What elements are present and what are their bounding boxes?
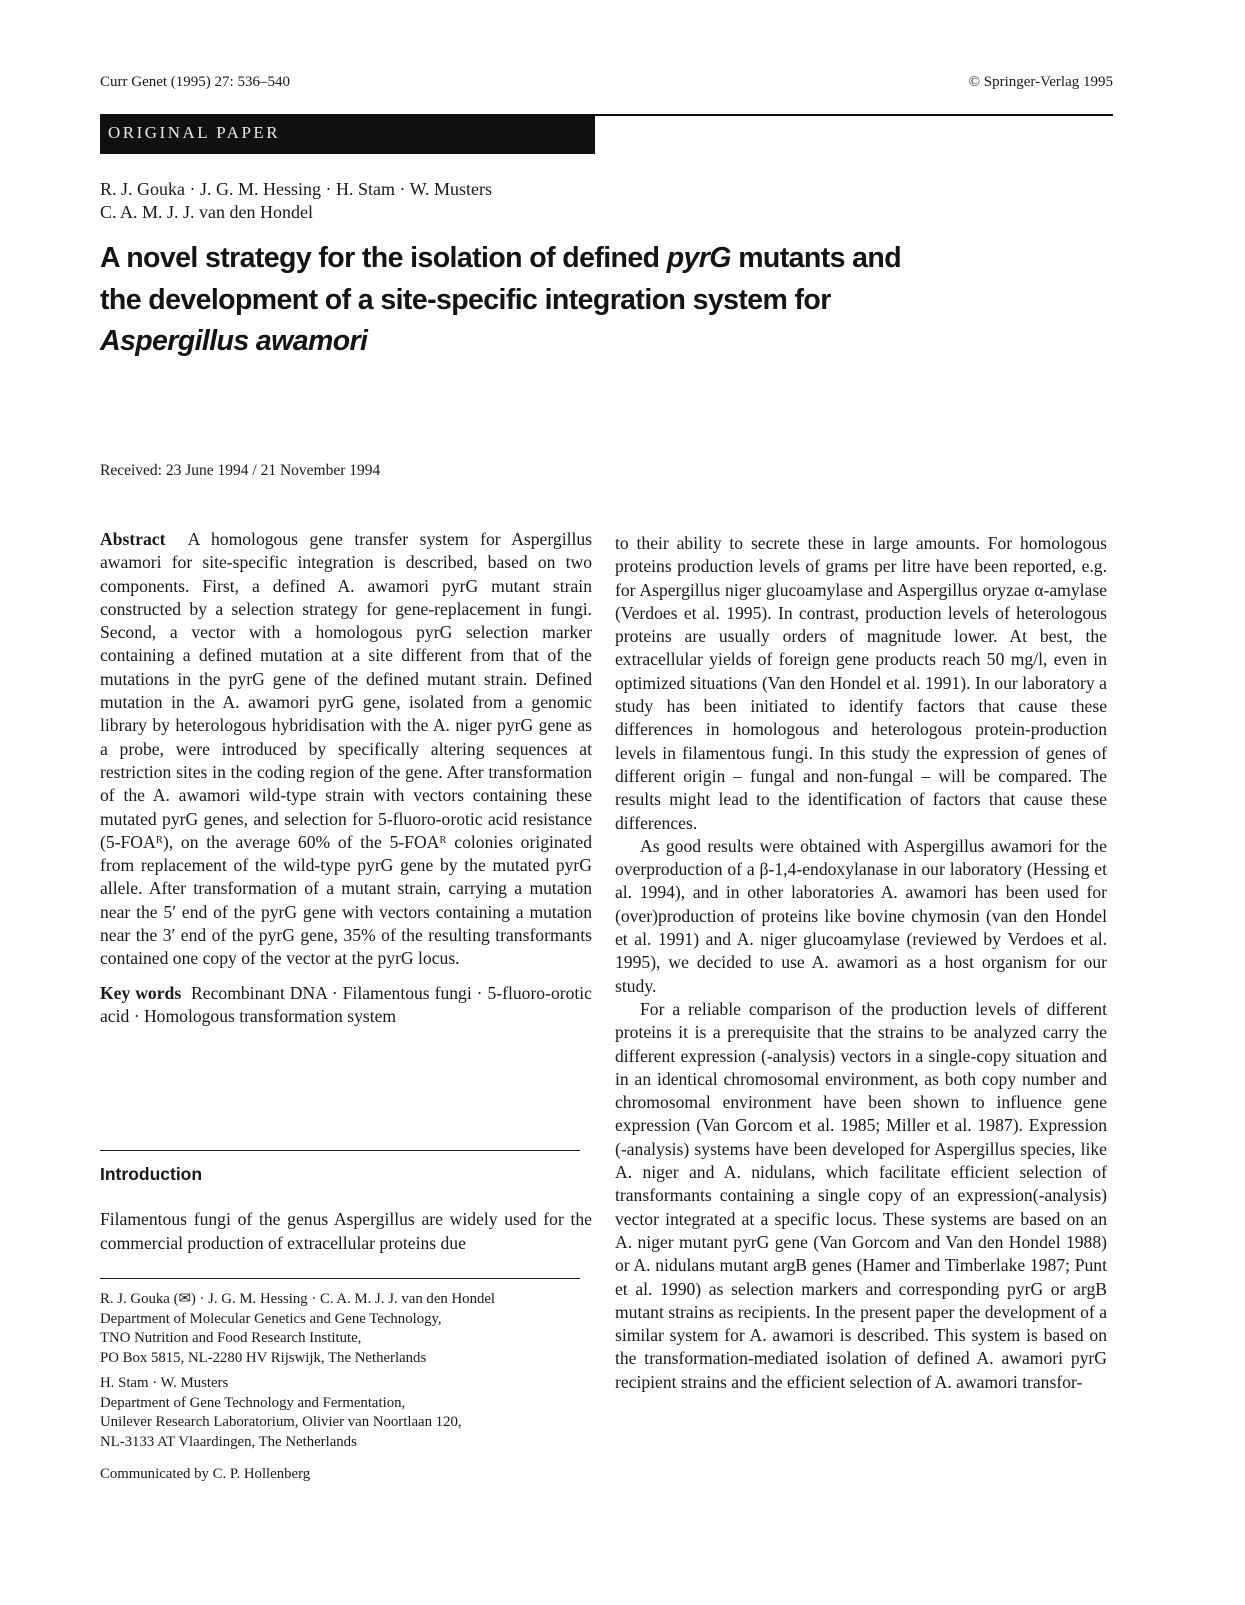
title-species: Aspergillus awamori xyxy=(100,325,368,357)
copyright: © Springer-Verlag 1995 xyxy=(968,74,1113,90)
author-list xyxy=(100,178,492,224)
affiliation-1 xyxy=(100,1290,495,1368)
right-column xyxy=(615,532,1107,1394)
affiliation-1-line-2: TNO Nutrition and Food Research Institute, xyxy=(100,1330,362,1346)
header-rule xyxy=(595,114,1113,116)
affiliation-2-line-1: Department of Gene Technology and Fermentation, xyxy=(100,1394,406,1411)
affiliation-2-line-3: NL-3133 AT Vlaardingen, The Netherlands xyxy=(100,1433,357,1450)
abstract xyxy=(100,528,592,971)
divider xyxy=(100,1150,580,1151)
author-line-1: R. J. Gouka · J. G. M. Hessing · H. Stam · W. Musters xyxy=(100,179,493,199)
affiliation-1-line-3: PO Box 5815, NL-2280 HV Rijswijk, The Netherlands xyxy=(100,1349,427,1366)
footnote-divider xyxy=(100,1278,580,1279)
author-line-2: C. A. M. J. J. van den Hondel xyxy=(100,202,313,222)
title-gene: pyrG xyxy=(666,242,731,274)
body-paragraph-1: to their ability to secrete these in large amounts. For homologous proteins production levels of grams per litre have been reported, e.g. for Aspergillus niger glucoamylase and Aspergillus oryzae α-amylase (Verdoes et al. 1995). In contrast, production levels of heterologous proteins are usually orders of magnitude lower. At best, the extracellular yields of foreign gene products reach 50 mg/l, even in optimized situations (Van den Hondel et al. 1991). In our laboratory a study has been initiated to identify factors that cause these differences in homologous and heterologous protein-production levels in filamentous fungi. In this study the expression of genes of different origin – fungal and non-fungal – will be compared. The results might lead to the identification of factors that cause these differences. xyxy=(615,533,1107,833)
affiliation-2-line-2: Unilever Research Laboratorium, Olivier van Noortlaan 120, xyxy=(100,1414,462,1430)
left-column xyxy=(100,528,592,1028)
affiliation-2-names: H. Stam · W. Musters xyxy=(100,1375,229,1391)
introduction-text: Filamentous fungi of the genus Aspergillus are widely used for the commercial production of extracellular proteins due xyxy=(100,1209,592,1253)
title-part-1: A novel strategy for the isolation of defined xyxy=(100,242,667,274)
section-banner: ORIGINAL PAPER xyxy=(100,114,595,154)
body-paragraph-3: For a reliable comparison of the production levels of different proteins it is a prerequisite that the strains to be analyzed carry the different expression (-analysis) vectors in a single-copy situation and in an identical chromosomal environment, as both copy number and chromosomal environment have been shown to influence gene expression (Van Gorcom et al. 1985; Miller et al. 1987). Expression (-analysis) systems have been developed for Aspergillus species, like A. niger and A. nidulans, which facilitate efficient selection of transformants containing a single copy of an expression(-analysis) vector integrated at a specific locus. These systems are based on an A. niger mutant pyrG gene (Van Gorcom and Van den Hondel 1988) or A. nidulans mutant argB genes (Hamer and Timberlake 1987; Punt et al. 1990) as selection markers and corresponding pyrG or argB mutant strains as recipients. In the present paper the development of a similar system for A. awamori is described. This system is based on the transformation-mediated isolation of defined A. awamori pyrG recipient strains and the efficient selection of A. awamori transfor- xyxy=(615,998,1107,1392)
abstract-text: A homologous gene transfer system for Aspergillus awamori for site-specific integration is described, based on two components. First, a defined A. awamori pyrG mutant strain constructed by a selection strategy for gene-replacement in fungi. Second, a vector with a homologous pyrG selection marker containing a defined mutation at a site different from that of the mutations in the pyrG gene of the defined mutant strain. Defined mutation in the A. awamori pyrG gene, isolated from a genomic library by heterologous hybridisation with the A. niger pyrG gene as a probe, were introduced by specifically altering sequences at restriction sites in the coding region of the gene. After transformation of the A. awamori wild-type strain with vectors containing these mutated pyrG genes, and selection for 5-fluoro-orotic acid resistance (5-FOAᴿ), on the average 60% of the 5-FOAᴿ colonies originated from replacement of the wild-type pyrG gene by the mutated pyrG allele. After transformation of a mutant strain, carrying a mutation near the 5′ end of the pyrG gene with vectors containing a mutation near the 3′ end of the pyrG gene, 35% of the resulting transformants contained one copy of the vector at the pyrG locus. xyxy=(100,529,593,969)
paper-title xyxy=(100,238,920,363)
keywords-text: Recombinant DNA · Filamentous fungi · 5-fluoro-orotic acid · Homologous transformation system xyxy=(100,982,592,1026)
affiliation-1-names: R. J. Gouka (✉) · J. G. M. Hessing · C. A. M. J. J. van den Hondel xyxy=(100,1291,496,1307)
affiliation-1-line-1: Department of Molecular Genetics and Gene Technology, xyxy=(100,1310,442,1327)
affiliation-2 xyxy=(100,1374,462,1452)
introduction-heading: Introduction xyxy=(100,1164,203,1184)
abstract-heading: Abstract xyxy=(100,529,166,549)
keywords xyxy=(100,982,592,1029)
communicated-by: Communicated by C. P. Hollenberg xyxy=(100,1466,311,1482)
keywords-heading: Key words xyxy=(100,982,182,1003)
body-paragraph-2: As good results were obtained with Aspergillus awamori for the overproduction of a β-1,4-endoxylanase in our laboratory (Hessing et al. 1994), and in other laboratories A. awamori has been used for (over)production of proteins like bovine chymosin (van den Hondel et al. 1991) and A. niger glucoamylase (reviewed by Verdoes et al. 1995), we decided to use A. awamori as a host organism for our study. xyxy=(615,835,1107,996)
received-dates: Received: 23 June 1994 / 21 November 1994 xyxy=(100,462,381,479)
journal-citation: Curr Genet (1995) 27: 536–540 xyxy=(100,74,290,90)
title-part-2: mutants and the development of a site-specific integration system for xyxy=(100,242,902,316)
